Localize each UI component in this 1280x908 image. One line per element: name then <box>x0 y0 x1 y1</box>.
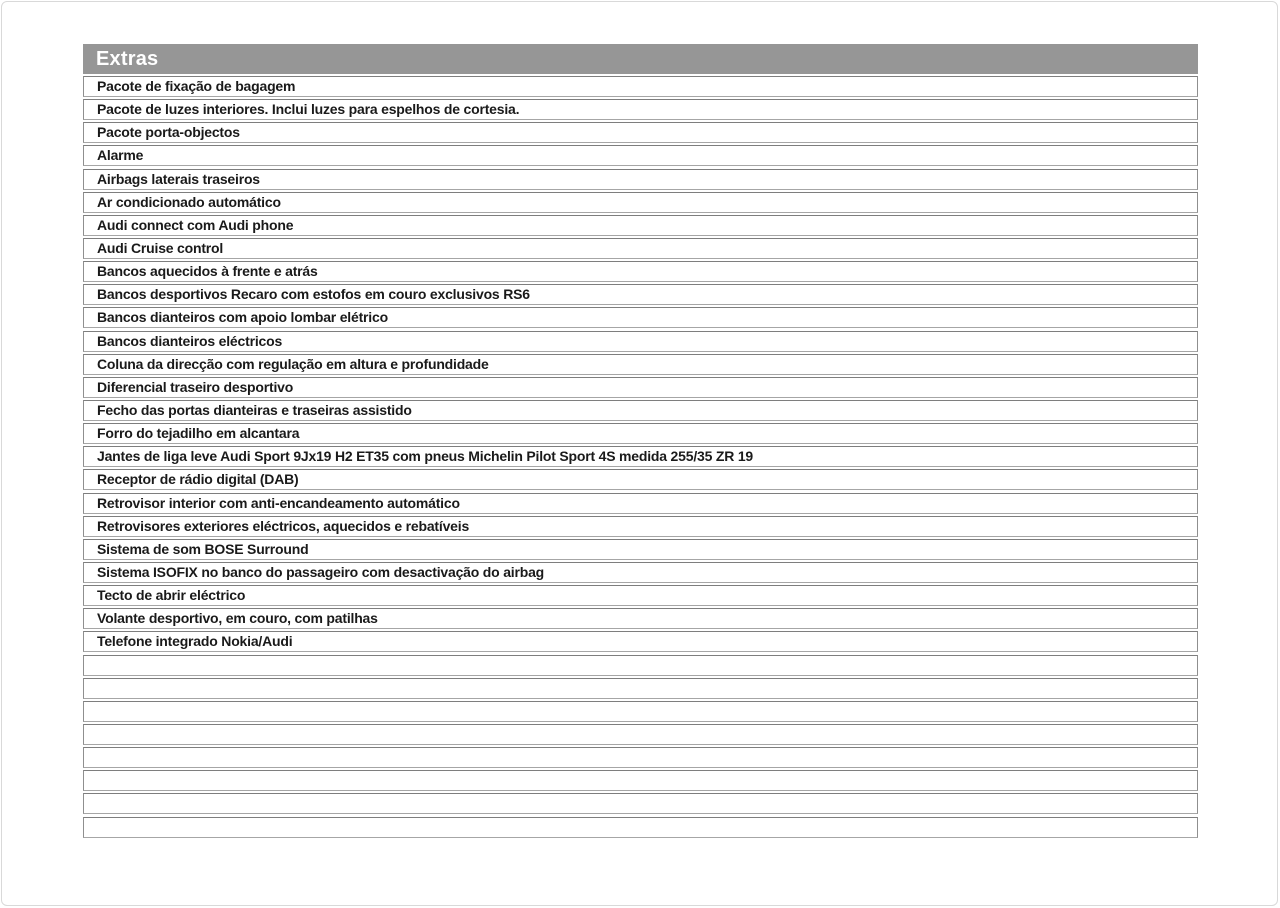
table-row: Pacote de luzes interiores. Inclui luzes para espelhos de cortesia. <box>83 99 1198 120</box>
table-empty-row <box>83 678 1198 699</box>
table-row: Retrovisores exteriores eléctricos, aquecidos e rebatíveis <box>83 516 1198 537</box>
table-empty-row <box>83 747 1198 768</box>
table-empty-row <box>83 724 1198 745</box>
table-row: Pacote porta-objectos <box>83 122 1198 143</box>
table-row: Jantes de liga leve Audi Sport 9Jx19 H2 ET35 com pneus Michelin Pilot Sport 4S medida 255/35 ZR 19 <box>83 446 1198 467</box>
table-row: Volante desportivo, em couro, com patilhas <box>83 608 1198 629</box>
table-header <box>83 44 1198 74</box>
table-row: Diferencial traseiro desportivo <box>83 377 1198 398</box>
table-empty-row <box>83 817 1198 838</box>
table-body <box>83 76 1198 838</box>
table-empty-row <box>83 701 1198 722</box>
table-row: Ar condicionado automático <box>83 192 1198 213</box>
table-header-label: Extras <box>96 47 159 70</box>
table-row: Telefone integrado Nokia/Audi <box>83 631 1198 652</box>
table-row: Airbags laterais traseiros <box>83 169 1198 190</box>
table-row: Receptor de rádio digital (DAB) <box>83 469 1198 490</box>
table-empty-row <box>83 793 1198 814</box>
page-frame <box>1 1 1278 906</box>
table-row: Tecto de abrir eléctrico <box>83 585 1198 606</box>
table-row: Pacote de fixação de bagagem <box>83 76 1198 97</box>
table-row: Bancos desportivos Recaro com estofos em couro exclusivos RS6 <box>83 284 1198 305</box>
table-row: Audi connect com Audi phone <box>83 215 1198 236</box>
table-row: Sistema de som BOSE Surround <box>83 539 1198 560</box>
table-row: Bancos dianteiros eléctricos <box>83 331 1198 352</box>
table-row: Sistema ISOFIX no banco do passageiro com desactivação do airbag <box>83 562 1198 583</box>
extras-table <box>83 44 1198 840</box>
table-row: Fecho das portas dianteiras e traseiras assistido <box>83 400 1198 421</box>
table-row: Bancos dianteiros com apoio lombar elétrico <box>83 307 1198 328</box>
table-row: Retrovisor interior com anti-encandeamento automático <box>83 493 1198 514</box>
table-row: Coluna da direcção com regulação em altura e profundidade <box>83 354 1198 375</box>
table-row: Audi Cruise control <box>83 238 1198 259</box>
table-empty-row <box>83 655 1198 676</box>
table-row: Bancos aquecidos à frente e atrás <box>83 261 1198 282</box>
table-row: Forro do tejadilho em alcantara <box>83 423 1198 444</box>
table-row: Alarme <box>83 145 1198 166</box>
table-empty-row <box>83 770 1198 791</box>
